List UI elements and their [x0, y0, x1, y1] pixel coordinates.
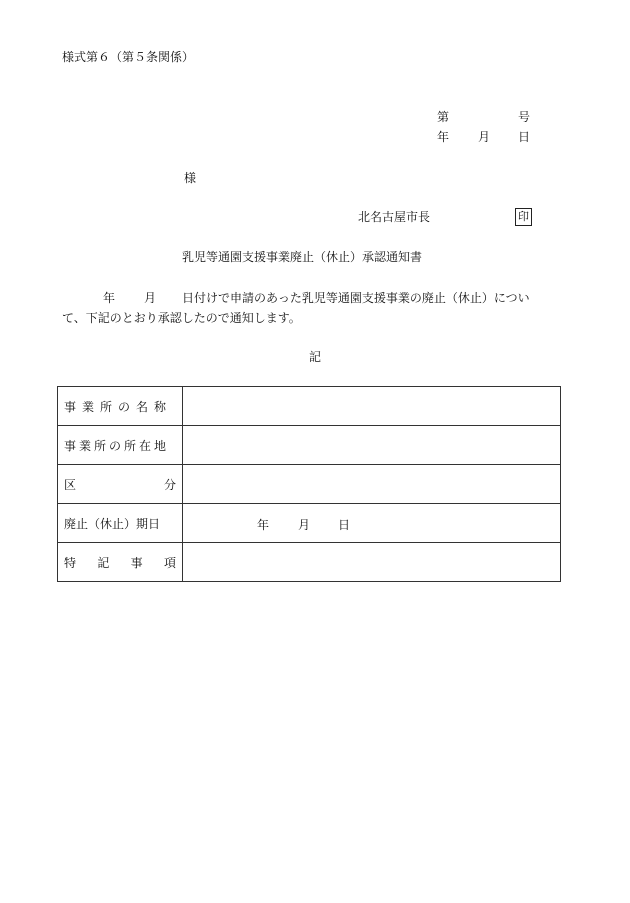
issue-date-day: 日 [518, 130, 531, 144]
issue-date-year: 年 [437, 130, 450, 144]
remarks-field[interactable] [183, 543, 561, 582]
reference-number-prefix: 第 [437, 110, 450, 124]
form-number: 様式第６（第５条関係） [62, 50, 195, 64]
reference-number-suffix: 号 [518, 110, 531, 124]
document-title: 乳児等通園支援事業廃止（休止）承認通知書 [182, 250, 423, 264]
table-row [58, 543, 561, 582]
facility-address-field[interactable] [183, 426, 561, 465]
body-line-1-text: 日付けで申請のあった乳児等通園支援事業の廃止（休止）につい [182, 291, 530, 305]
table-row [58, 465, 561, 504]
category-label: 区 分 [58, 465, 183, 504]
facility-address-label: 事業所の所在地 [58, 426, 183, 465]
seal-mark: 印 [515, 208, 532, 226]
facility-name-label: 事業所の名称 [58, 387, 183, 426]
closure-date-month: 月 [298, 518, 311, 532]
facility-name-field[interactable] [183, 387, 561, 426]
addressee-honorific: 様 [184, 171, 197, 185]
issue-date-month: 月 [478, 130, 491, 144]
table-row [58, 426, 561, 465]
body-line-2: て、下記のとおり承認したので通知します。 [62, 311, 301, 325]
table-row [58, 504, 561, 543]
info-table [57, 386, 561, 582]
closure-date-year: 年 [257, 518, 270, 532]
ki-heading: 記 [309, 350, 322, 364]
table-row [58, 387, 561, 426]
body-year: 年 [103, 291, 116, 305]
closure-date-label: 廃止（休止）期日 [58, 504, 183, 543]
closure-date-field[interactable] [183, 504, 561, 543]
closure-date-day: 日 [338, 518, 351, 532]
category-field[interactable] [183, 465, 561, 504]
issuer-name: 北名古屋市長 [358, 210, 431, 224]
body-month: 月 [144, 291, 157, 305]
remarks-label: 特 記 事 項 [58, 543, 183, 582]
